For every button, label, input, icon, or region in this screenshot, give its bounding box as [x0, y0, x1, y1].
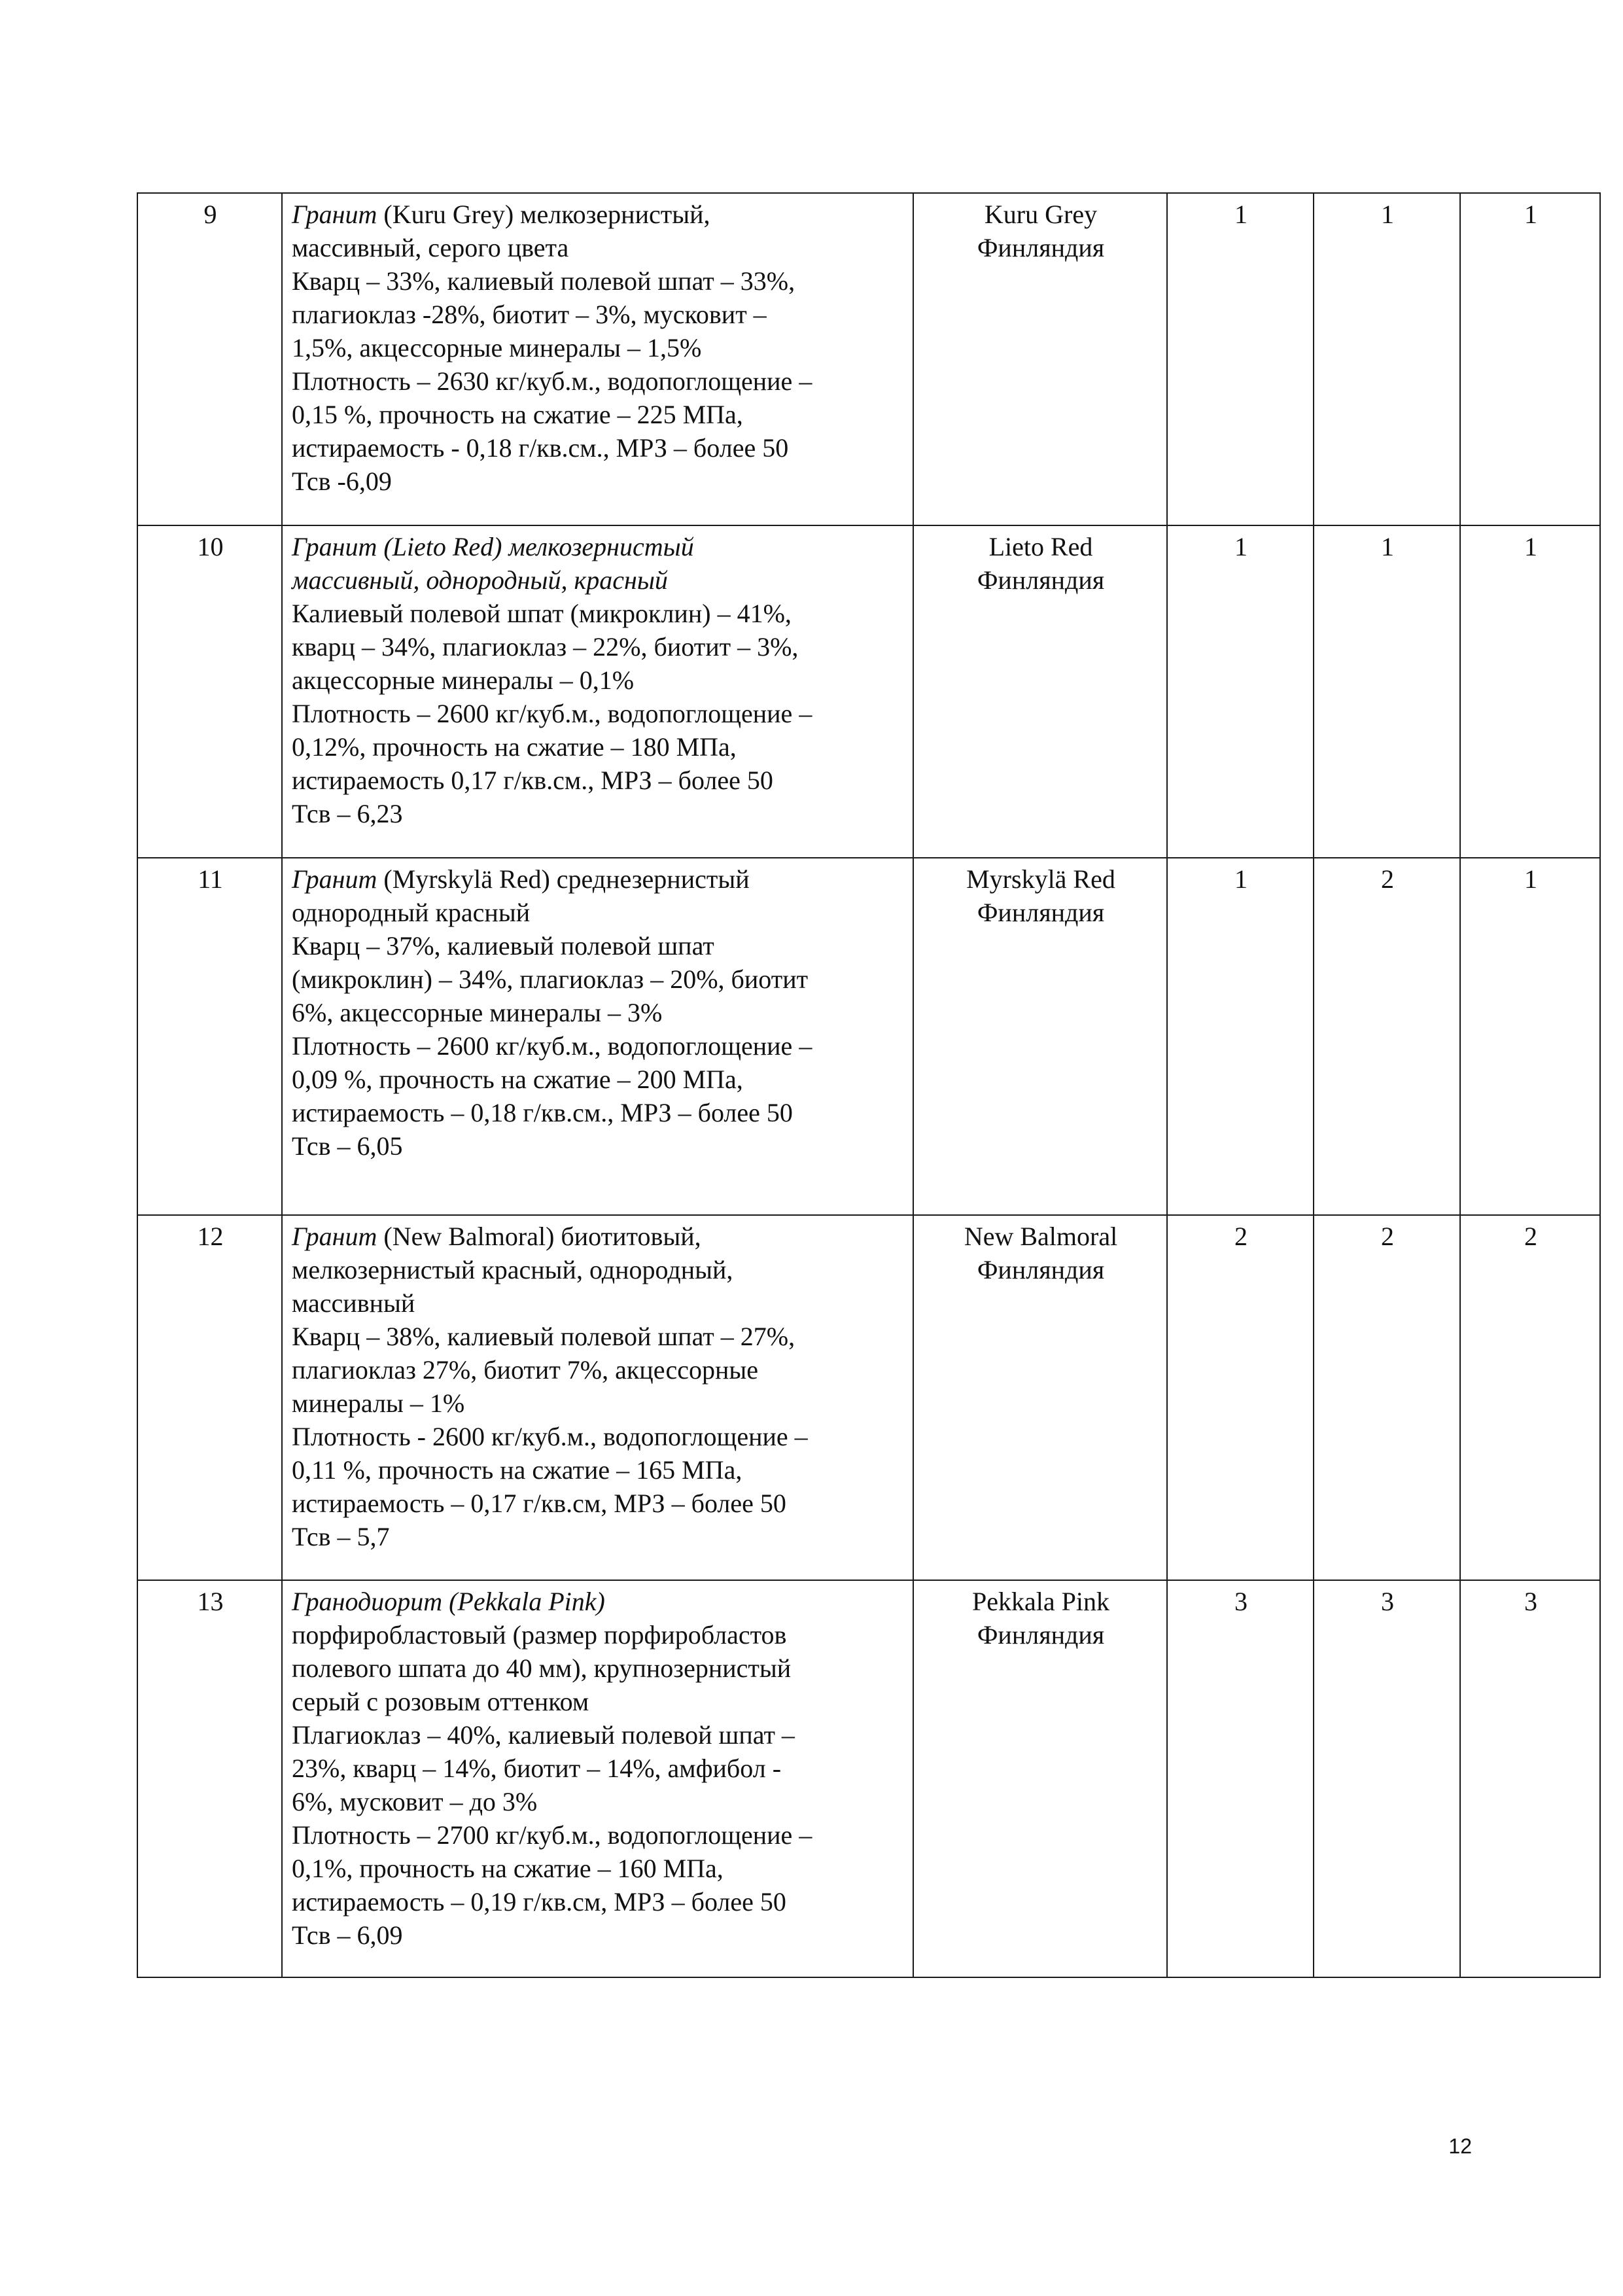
description-line: Тсв -6,09 — [292, 467, 392, 496]
stone-name: Kuru Grey — [984, 200, 1098, 229]
score-cell-2: 2 — [1314, 858, 1460, 1215]
page-number: 12 — [1448, 2134, 1472, 2158]
rock-type: Гранит — [292, 1222, 377, 1251]
table-row — [137, 1215, 1600, 1580]
row-number: 13 — [137, 1580, 282, 1977]
description-line: (микроклин) – 34%, плагиоклаз – 20%, биотит — [292, 964, 809, 994]
description-line: Кварц – 33%, калиевый полевой шпат – 33%, — [292, 266, 795, 296]
score-cell-1: 1 — [1167, 193, 1314, 525]
description-line: Плотность – 2600 кг/куб.м., водопоглощение – — [292, 1031, 812, 1061]
stone-name-cell — [913, 1580, 1167, 1977]
row-number: 12 — [137, 1215, 282, 1580]
description-title: Гранодиорит (Pekkala Pink) — [292, 1587, 605, 1616]
score-cell-3: 1 — [1460, 858, 1600, 1215]
description-line: 6%, акцессорные минералы – 3% — [292, 998, 663, 1027]
stone-country: Финляндия — [977, 1620, 1105, 1650]
stone-name-cell — [913, 525, 1167, 858]
score-cell-3: 1 — [1460, 525, 1600, 858]
score-cell-1: 1 — [1167, 858, 1314, 1215]
description-line: 0,12%, прочность на сжатие – 180 МПа, — [292, 732, 737, 762]
description-line: Плотность – 2630 кг/куб.м., водопоглощение – — [292, 366, 812, 396]
rock-type: Гранит — [292, 200, 377, 229]
description-line: мелкозернистый красный, однородный, — [292, 1255, 733, 1284]
stone-country: Финляндия — [977, 565, 1105, 595]
stone-table — [137, 192, 1601, 1978]
description-line: истираемость – 0,19 г/кв.см, МРЗ – более 50 — [292, 1887, 786, 1916]
row-number: 11 — [137, 858, 282, 1215]
description-line: истираемость – 0,18 г/кв.см., МРЗ – более 50 — [292, 1098, 793, 1127]
description-line: Тсв – 6,09 — [292, 1920, 403, 1950]
description-line: плагиоклаз -28%, биотит – 3%, мусковит – — [292, 300, 767, 329]
score-cell-2: 2 — [1314, 1215, 1460, 1580]
row-number: 10 — [137, 525, 282, 858]
description-line: массивный — [292, 1288, 415, 1318]
description-line: серый с розовым оттенком — [292, 1687, 589, 1716]
title-rest: (Myrskylä Red) среднезернистый — [377, 864, 750, 894]
table-row — [137, 525, 1600, 858]
score-cell-1: 1 — [1167, 525, 1314, 858]
title-rest: (Kuru Grey) мелкозернистый, — [377, 200, 710, 229]
description-line: массивный, серого цвета — [292, 233, 569, 262]
description-line: однородный красный — [292, 898, 531, 927]
description-line: Плотность - 2600 кг/куб.м., водопоглощение – — [292, 1422, 808, 1451]
description-title: массивный, однородный, красный — [292, 565, 668, 595]
description-line: порфиробластовый (размер порфиробластов — [292, 1620, 787, 1650]
stone-description — [282, 858, 913, 1215]
description-line: 0,15 %, прочность на сжатие – 225 МПа, — [292, 400, 743, 429]
description-line: Кварц – 38%, калиевый полевой шпат – 27%, — [292, 1322, 795, 1351]
score-cell-2: 1 — [1314, 193, 1460, 525]
description-line: истираемость 0,17 г/кв.см., МРЗ – более 50 — [292, 766, 773, 795]
description-line: Тсв – 6,05 — [292, 1131, 403, 1161]
stone-description — [282, 1215, 913, 1580]
description-title — [292, 198, 905, 231]
description-line: Плотность – 2700 кг/куб.м., водопоглощение – — [292, 1820, 812, 1850]
stone-name-cell — [913, 193, 1167, 525]
stone-description — [282, 1580, 913, 1977]
stone-name-cell — [913, 858, 1167, 1215]
description-line: Плагиоклаз – 40%, калиевый полевой шпат – — [292, 1720, 795, 1750]
stone-country: Финляндия — [977, 898, 1105, 927]
description-title: Гранит (Lieto Red) мелкозернистый — [292, 532, 694, 561]
score-cell-3: 1 — [1460, 193, 1600, 525]
stone-description — [282, 193, 913, 525]
description-line: 23%, кварц – 14%, биотит – 14%, амфибол - — [292, 1754, 782, 1783]
description-line: Плотность – 2600 кг/куб.м., водопоглощение – — [292, 699, 812, 728]
description-line: акцессорные минералы – 0,1% — [292, 665, 635, 695]
stone-name: Myrskylä Red — [966, 864, 1115, 894]
score-cell-1: 3 — [1167, 1580, 1314, 1977]
stone-country: Финляндия — [977, 1255, 1105, 1284]
description-title — [292, 862, 905, 896]
description-line: Калиевый полевой шпат (микроклин) – 41%, — [292, 599, 792, 628]
description-line: минералы – 1% — [292, 1388, 465, 1418]
description-line: Тсв – 5,7 — [292, 1522, 390, 1551]
stone-country: Финляндия — [977, 233, 1105, 262]
description-line: Кварц – 37%, калиевый полевой шпат — [292, 931, 714, 961]
stone-description — [282, 525, 913, 858]
table-row — [137, 193, 1600, 525]
description-line: кварц – 34%, плагиоклаз – 22%, биотит – 3%, — [292, 632, 799, 662]
description-line: истираемость - 0,18 г/кв.см., МРЗ – более 50 — [292, 433, 789, 463]
description-line: 6%, мусковит – до 3% — [292, 1787, 538, 1816]
description-line: истираемость – 0,17 г/кв.см, МРЗ – более 50 — [292, 1489, 786, 1518]
description-line: 0,1%, прочность на сжатие – 160 МПа, — [292, 1854, 724, 1883]
description-line: 1,5%, акцессорные минералы – 1,5% — [292, 333, 702, 362]
title-rest: (New Balmoral) биотитовый, — [377, 1222, 701, 1251]
score-cell-2: 3 — [1314, 1580, 1460, 1977]
description-line: полевого шпата до 40 мм), крупнозернистый — [292, 1653, 792, 1683]
stone-name: New Balmoral — [964, 1222, 1118, 1251]
description-line: плагиоклаз 27%, биотит 7%, акцессорные — [292, 1355, 759, 1385]
description-line: 0,11 %, прочность на сжатие – 165 МПа, — [292, 1455, 742, 1485]
description-title — [292, 1220, 905, 1253]
table-row — [137, 858, 1600, 1215]
score-cell-3: 2 — [1460, 1215, 1600, 1580]
score-cell-3: 3 — [1460, 1580, 1600, 1977]
description-line: 0,09 %, прочность на сжатие – 200 МПа, — [292, 1065, 743, 1094]
description-line: Тсв – 6,23 — [292, 799, 403, 828]
table-row — [137, 1580, 1600, 1977]
row-number: 9 — [137, 193, 282, 525]
score-cell-2: 1 — [1314, 525, 1460, 858]
rock-type: Гранит — [292, 864, 377, 894]
stone-name: Lieto Red — [988, 532, 1093, 561]
stone-name: Pekkala Pink — [972, 1587, 1109, 1616]
score-cell-1: 2 — [1167, 1215, 1314, 1580]
stone-name-cell — [913, 1215, 1167, 1580]
